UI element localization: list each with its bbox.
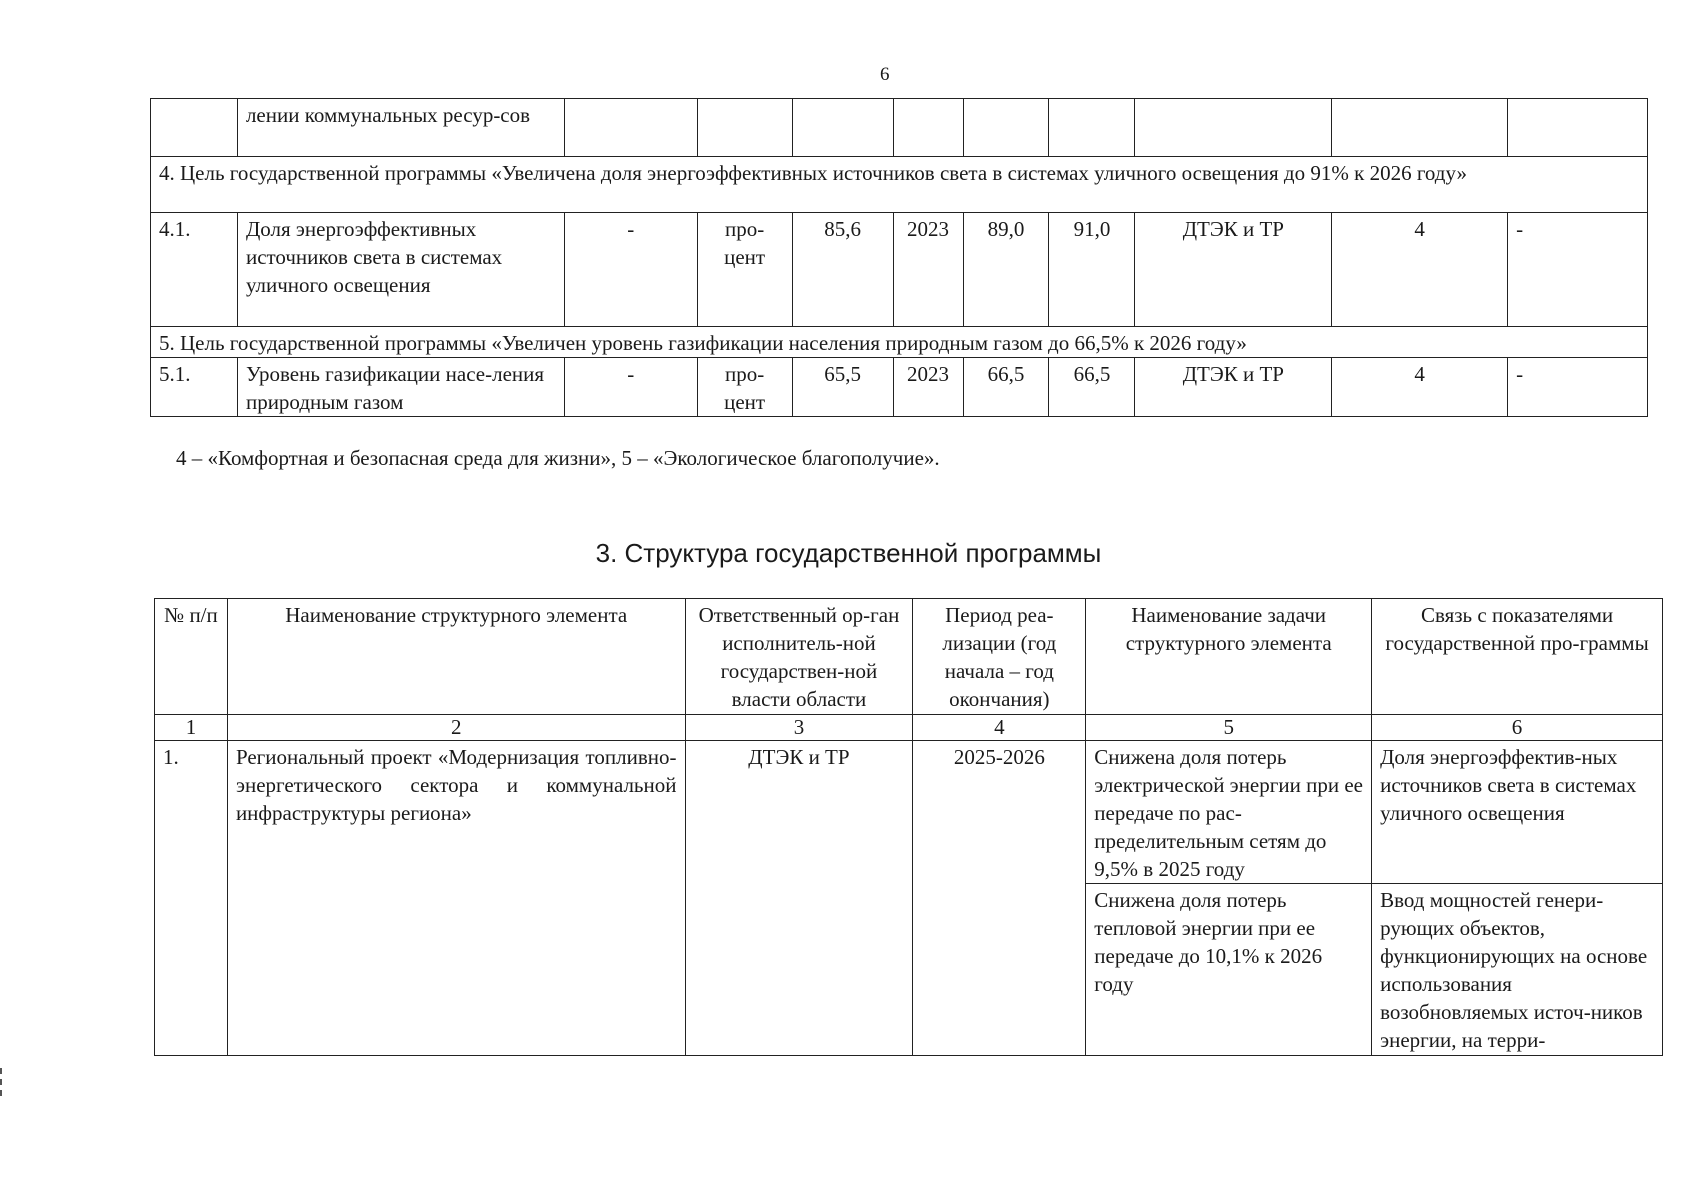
goal-row-4 (151, 157, 1648, 213)
task-name: Снижена доля потерь тепловой энергии при ее передаче до 10,1% к 2026 году (1086, 884, 1372, 1056)
indicator-row-4-1 (151, 213, 1648, 327)
goal-row-5 (151, 327, 1648, 358)
responsible-body: ДТЭК и ТР (1135, 358, 1332, 417)
base-year: 2023 (893, 213, 963, 327)
extra-value: - (1508, 358, 1648, 417)
goal-5-text: 5. Цель государственной программы «Увеличен уровень газификации населения природным газом до 66,5% к 2026 году» (151, 327, 1648, 358)
column-number: 4 (913, 715, 1086, 741)
indicator-name: Доля энергоэффективных источников света в системах уличного освещения (237, 213, 564, 327)
program-structure-table (154, 598, 1663, 1056)
base-year: 2023 (893, 358, 963, 417)
indicator-level: - (564, 213, 697, 327)
column-number-row (155, 715, 1663, 741)
structural-element-name: Региональный проект «Модернизация топливно-энергетического сектора и коммунальной инфраструктуры региона» (227, 741, 685, 1056)
header-row (155, 599, 1663, 715)
indicator-row-5-1 (151, 358, 1648, 417)
indicators-table (150, 98, 1648, 417)
implementation-period: 2025-2026 (913, 741, 1086, 1056)
base-value: 65,5 (792, 358, 893, 417)
value-2026: 91,0 (1049, 213, 1135, 327)
goal-link: 4 (1332, 358, 1508, 417)
indicator-link: Ввод мощностей генери-рующих объектов, функционирующих на основе использования возобновляемых источ-ников энергии, на терри- (1372, 884, 1663, 1056)
column-number: 2 (227, 715, 685, 741)
header-task: Наименование задачи структурного элемента (1086, 599, 1372, 715)
margin-mark (0, 1068, 8, 1096)
indicator-link: Доля энергоэффектив-ных источников света в системах уличного освещения (1372, 741, 1663, 884)
responsible-body: ДТЭК и ТР (1135, 213, 1332, 327)
column-number: 3 (685, 715, 913, 741)
header-element: Наименование структурного элемента (227, 599, 685, 715)
continuation-text: лении коммунальных ресур-сов (237, 99, 564, 157)
task-name: Снижена доля потерь электрической энергии при ее передаче по рас-пределительным сетям до 9,5% в 2025 году (1086, 741, 1372, 884)
page-number: 6 (880, 64, 890, 85)
row-number: 5.1. (151, 358, 238, 417)
indicator-unit: про-цент (697, 358, 792, 417)
extra-value: - (1508, 213, 1648, 327)
header-period: Период реа-лизации (год начала – год окончания) (913, 599, 1086, 715)
goal-link: 4 (1332, 213, 1508, 327)
footnote: 4 – «Комфортная и безопасная среда для жизни», 5 – «Экологическое благополучие». (176, 446, 940, 470)
responsible-body: ДТЭК и ТР (685, 741, 913, 1056)
indicator-level: - (564, 358, 697, 417)
value-2025: 89,0 (963, 213, 1049, 327)
continuation-row (151, 99, 1648, 157)
header-responsible: Ответственный ор-ган исполнитель-ной государствен-ной власти области (685, 599, 913, 715)
value-2025: 66,5 (963, 358, 1049, 417)
row-number: 4.1. (151, 213, 238, 327)
column-number: 6 (1372, 715, 1663, 741)
structure-row-1a (155, 741, 1663, 884)
header-num: № п/п (155, 599, 228, 715)
indicator-unit: про-цент (697, 213, 792, 327)
base-value: 85,6 (792, 213, 893, 327)
goal-4-text: 4. Цель государственной программы «Увеличена доля энергоэффективных источников света в системах уличного освещения до 91% к 2026 году» (151, 157, 1648, 213)
row-number: 1. (155, 741, 228, 1056)
indicator-name: Уровень газификации насе-ления природным газом (237, 358, 564, 417)
header-link: Связь с показателями государственной про-граммы (1372, 599, 1663, 715)
column-number: 5 (1086, 715, 1372, 741)
section-title: 3. Структура государственной программы (595, 538, 1102, 568)
value-2026: 66,5 (1049, 358, 1135, 417)
column-number: 1 (155, 715, 228, 741)
